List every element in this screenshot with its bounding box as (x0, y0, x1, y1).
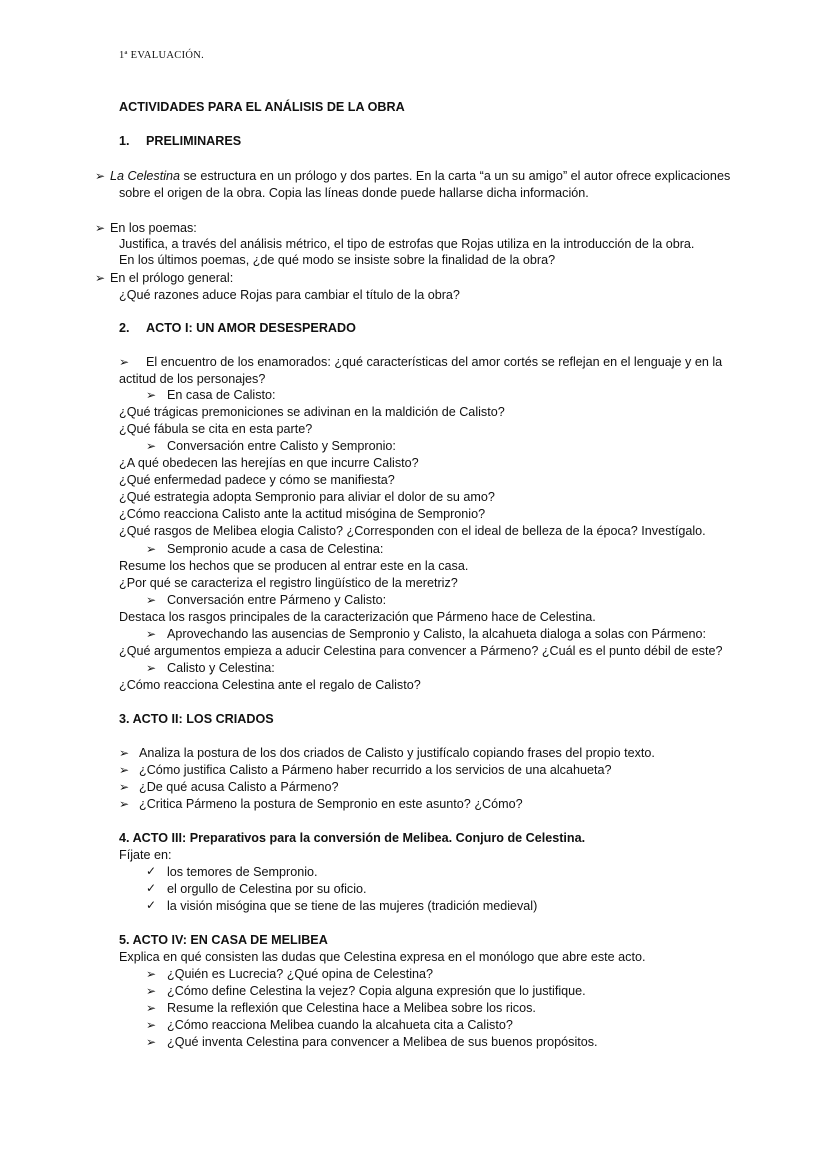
arrow-bullet-icon: ➢ (146, 1001, 157, 1015)
arrow-bullet-icon: ➢ (119, 746, 130, 760)
list-item (110, 168, 730, 184)
section-intro: Explica en qué consisten las dudas que Celestina expresa en el monólogo que abre este acto. (119, 950, 646, 964)
question: ¿Qué trágicas premoniciones se adivinan en la maldición de Calisto? (119, 405, 505, 419)
arrow-bullet-icon: ➢ (146, 439, 157, 453)
list-item-continuation: sobre el origen de la obra. Copia las líneas donde puede hallarse dicha información. (119, 186, 589, 200)
question: ¿Qué argumentos empieza a aducir Celestina para convencer a Pármeno? ¿Cuál es el punto débil de este? (119, 644, 723, 658)
question: En los últimos poemas, ¿de qué modo se insiste sobre la finalidad de la obra? (119, 253, 556, 267)
arrow-bullet-icon: ➢ (119, 797, 130, 811)
question: ¿Cómo reacciona Celestina ante el regalo de Calisto? (119, 678, 421, 692)
subheading: Sempronio acude a casa de Celestina: (167, 542, 384, 556)
question: ¿Qué razones aduce Rojas para cambiar el título de la obra? (119, 288, 460, 302)
section-intro: Fíjate en: (119, 848, 172, 862)
question: ¿Cómo reacciona Calisto ante la actitud misógina de Sempronio? (119, 507, 486, 521)
list-item: Analiza la postura de los dos criados de Calisto y justifícalo copiando frases del propio texto. (139, 746, 655, 760)
arrow-bullet-icon: ➢ (146, 967, 157, 981)
arrow-bullet-icon: ➢ (119, 763, 130, 777)
section-number: 2. (119, 321, 130, 335)
section-number: 1. (119, 134, 130, 148)
list-item: ¿Critica Pármeno la postura de Sempronio en este asunto? ¿Cómo? (139, 797, 523, 811)
work-title-italic: La Celestina (110, 169, 181, 183)
list-item: ¿Cómo reacciona Melibea cuando la alcahueta cita a Calisto? (167, 1018, 513, 1032)
arrow-bullet-icon: ➢ (95, 271, 106, 285)
section-4-heading (119, 830, 585, 846)
arrow-bullet-icon: ➢ (146, 542, 157, 556)
checkmark-icon: ✓ (146, 881, 157, 895)
list-item: Resume la reflexión que Celestina hace a Melibea sobre los ricos. (167, 1001, 536, 1015)
arrow-bullet-icon: ➢ (146, 1018, 157, 1032)
question: ¿A qué obedecen las herejías en que incurre Calisto? (119, 456, 419, 470)
list-item: En los poemas: (110, 221, 197, 235)
arrow-bullet-icon: ➢ (119, 355, 130, 369)
section-3-heading (119, 711, 274, 727)
list-item: los temores de Sempronio. (167, 865, 318, 879)
list-item: la visión misógina que se tiene de las mujeres (tradición medieval) (167, 899, 538, 913)
section-title: ACTO I: UN AMOR DESESPERADO (146, 321, 356, 335)
list-item: ¿De qué acusa Calisto a Pármeno? (139, 780, 339, 794)
list-item: el orgullo de Celestina por su oficio. (167, 882, 367, 896)
subheading: Calisto y Celestina: (167, 661, 275, 675)
section-title: ACTO II: LOS CRIADOS (132, 712, 274, 726)
subheading: Aprovechando las ausencias de Sempronio y Calisto, la alcahueta dialoga a solas con Pármeno: (167, 627, 707, 641)
question: Justifica, a través del análisis métrico, el tipo de estrofas que Rojas utiliza en la introducción de la obra. (119, 237, 695, 251)
arrow-bullet-icon: ➢ (146, 627, 157, 641)
subheading: Conversación entre Pármeno y Calisto: (167, 593, 387, 607)
question: ¿Qué fábula se cita en esta parte? (119, 422, 313, 436)
list-item: El encuentro de los enamorados: ¿qué características del amor cortés se reflejan en el lenguaje y en la (146, 355, 723, 369)
arrow-bullet-icon: ➢ (146, 1035, 157, 1049)
list-item: ¿Cómo define Celestina la vejez? Copia alguna expresión que lo justifique. (167, 984, 586, 998)
checkmark-icon: ✓ (146, 864, 157, 878)
section-5-heading (119, 932, 328, 948)
section-number: 5. (119, 933, 130, 947)
section-2-heading (119, 320, 356, 336)
arrow-bullet-icon: ➢ (146, 593, 157, 607)
arrow-bullet-icon: ➢ (119, 780, 130, 794)
section-number: 3. (119, 712, 130, 726)
subheading: Conversación entre Calisto y Sempronio: (167, 439, 396, 453)
section-number: 4. (119, 831, 130, 845)
section-title: PRELIMINARES (146, 134, 242, 148)
question: Resume los hechos que se producen al entrar este en la casa. (119, 559, 469, 573)
question: ¿Qué estrategia adopta Sempronio para aliviar el dolor de su amo? (119, 490, 495, 504)
item-text: se estructura en un prólogo y dos partes. En la carta “a un su amigo” el autor ofrece explicaciones (180, 169, 731, 183)
document-title: ACTIVIDADES PARA EL ANÁLISIS DE LA OBRA (119, 100, 405, 114)
list-item: ¿Qué inventa Celestina para convencer a Melibea de sus buenos propósitos. (167, 1035, 598, 1049)
question: ¿Qué rasgos de Melibea elogia Calisto? ¿Corresponden con el ideal de belleza de la época? Investígalo. (119, 524, 706, 538)
list-item: En el prólogo general: (110, 271, 234, 285)
list-item: ¿Quién es Lucrecia? ¿Qué opina de Celestina? (167, 967, 434, 981)
list-item-continuation: actitud de los personajes? (119, 372, 266, 386)
question: ¿Qué enfermedad padece y cómo se manifiesta? (119, 473, 395, 487)
checkmark-icon: ✓ (146, 898, 157, 912)
question: Destaca los rasgos principales de la caracterización que Pármeno hace de Celestina. (119, 610, 596, 624)
arrow-bullet-icon: ➢ (95, 169, 106, 183)
arrow-bullet-icon: ➢ (146, 388, 157, 402)
arrow-bullet-icon: ➢ (95, 221, 106, 235)
page-header: 1ª EVALUACIÓN. (119, 50, 205, 61)
arrow-bullet-icon: ➢ (146, 984, 157, 998)
arrow-bullet-icon: ➢ (146, 661, 157, 675)
section-1-heading (119, 133, 241, 149)
section-title: ACTO III: Preparativos para la conversión de Melibea. Conjuro de Celestina. (132, 831, 586, 845)
list-item: ¿Cómo justifica Calisto a Pármeno haber recurrido a los servicios de una alcahueta? (139, 763, 612, 777)
subheading: En casa de Calisto: (167, 388, 276, 402)
question: ¿Por qué se caracteriza el registro lingüístico de la meretriz? (119, 576, 458, 590)
section-title: ACTO IV: EN CASA DE MELIBEA (132, 933, 328, 947)
